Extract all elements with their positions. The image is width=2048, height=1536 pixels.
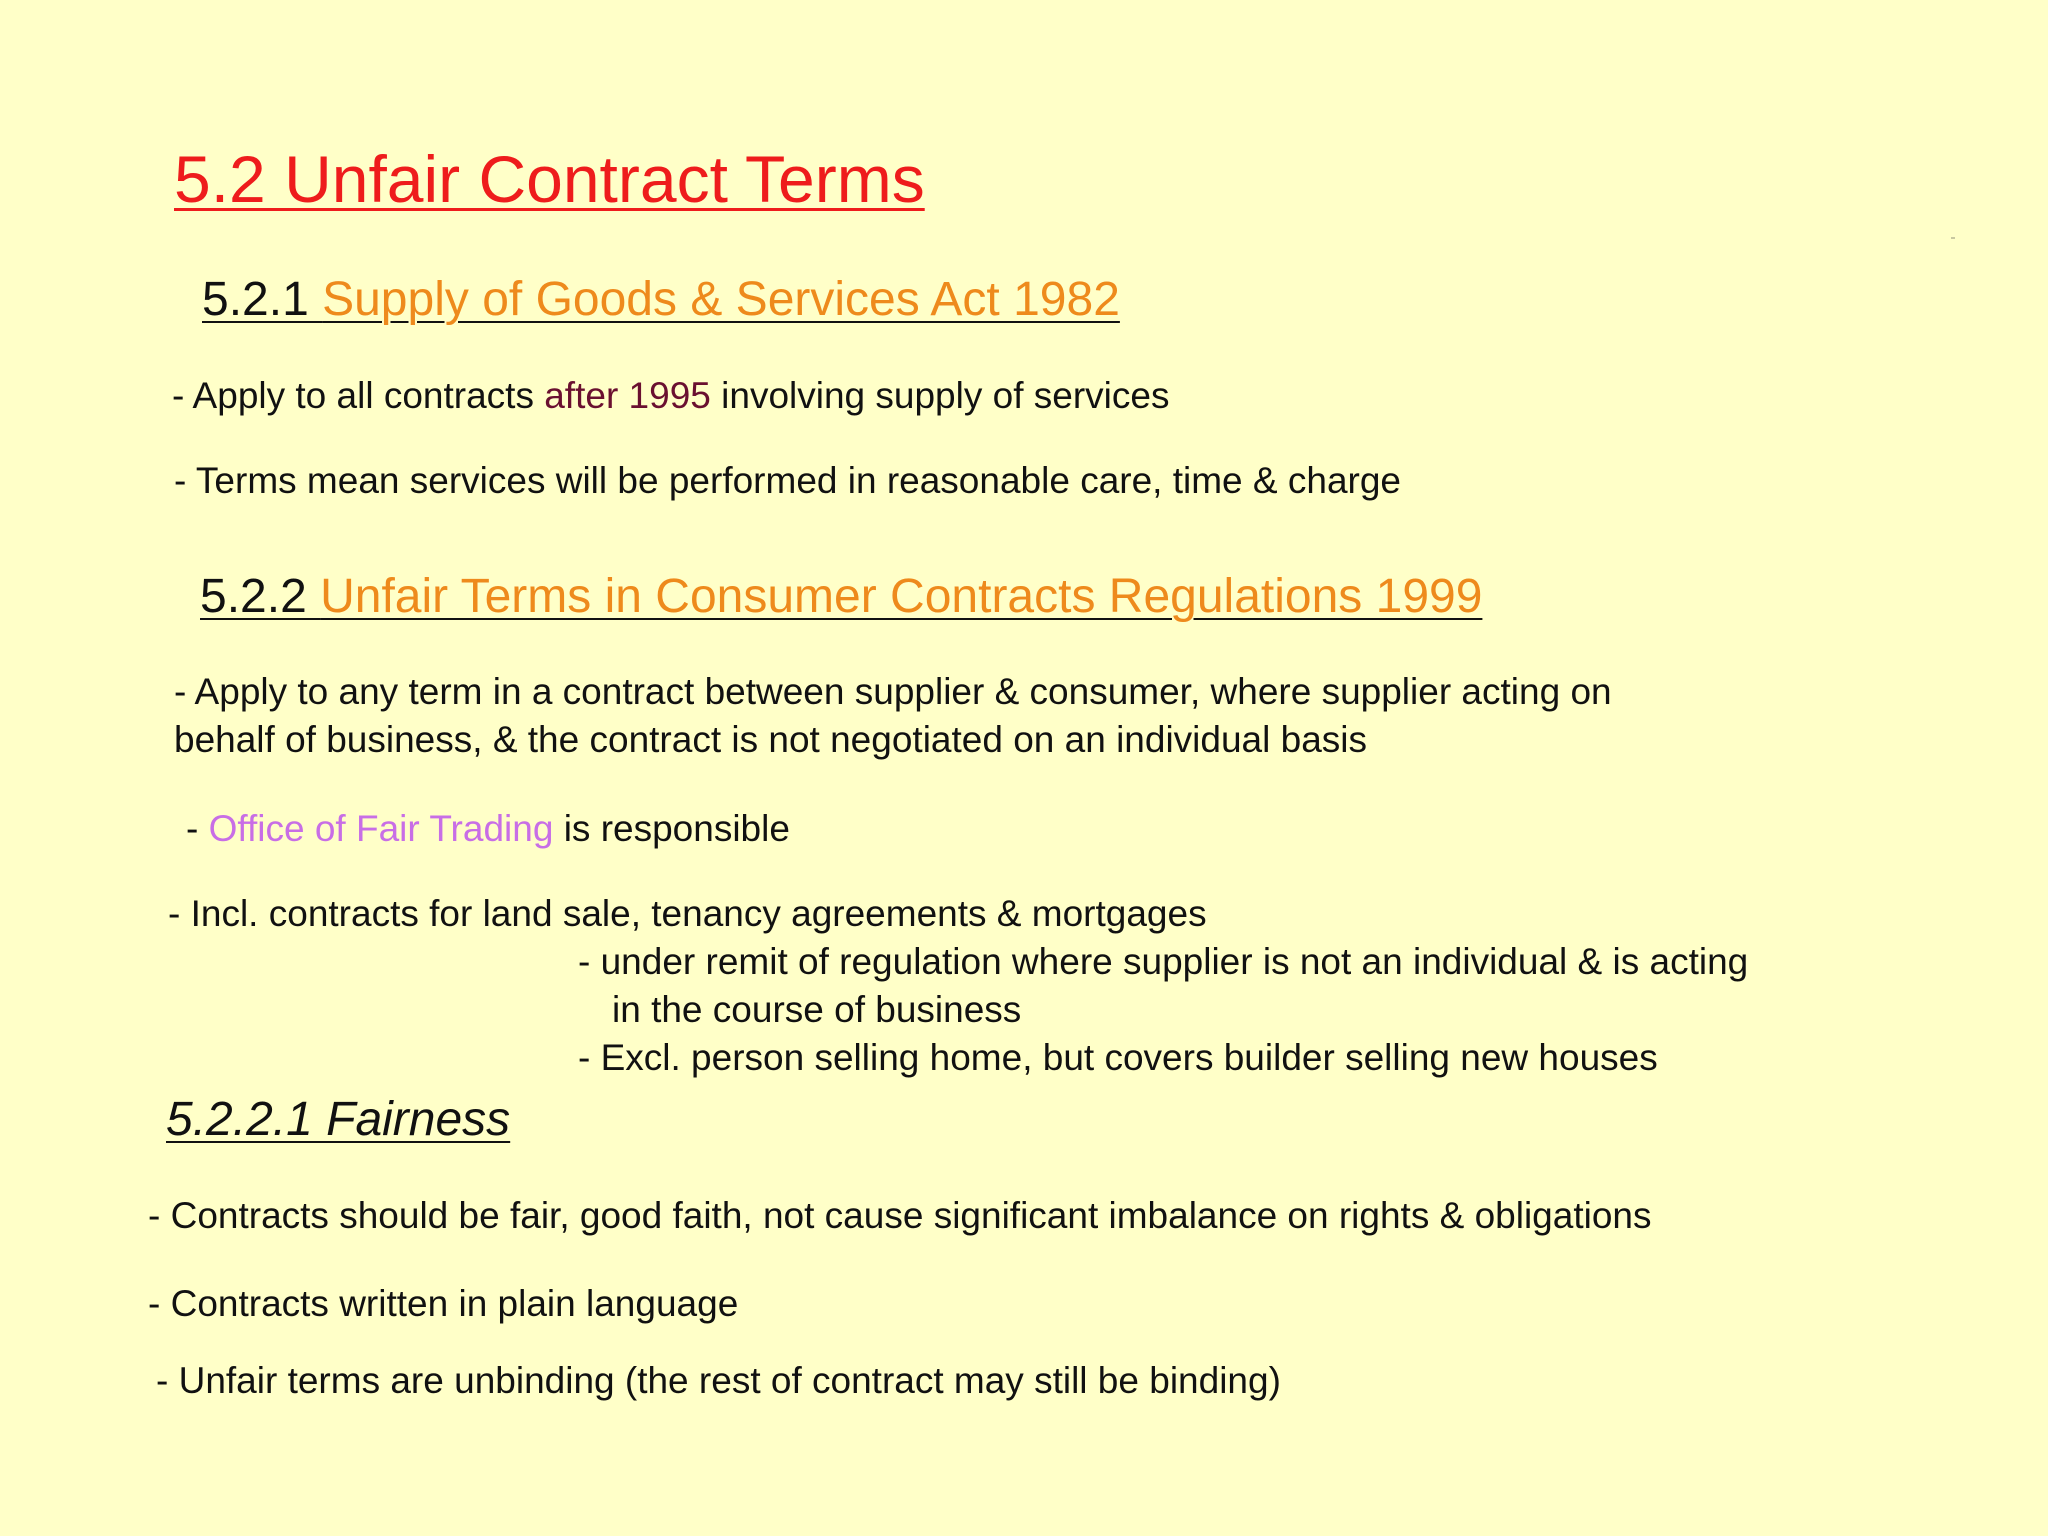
section-5221-heading: 5.2.2.1 Fairness [166, 1093, 511, 1146]
section-522-bullet-1-line-2: behalf of business, & the contract is not negotiated on an individual basis [174, 719, 1367, 760]
bullet-text: is responsible [553, 808, 790, 849]
bullet-text: - Apply to all contracts [172, 375, 545, 416]
page-title: 5.2 Unfair Contract Terms [174, 142, 925, 216]
section-522-number: 5.2.2 [200, 570, 321, 623]
bullet-text: - [186, 808, 209, 849]
section-521-bullet-1 [172, 372, 1169, 420]
section-521-bullet-2: - Terms mean services will be performed in reasonable care, time & charge [174, 460, 1401, 501]
section-522-bullet-1-line-1: - Apply to any term in a contract between supplier & consumer, where supplier acting on [174, 671, 1612, 712]
section-522-bullet-3: - Incl. contracts for land sale, tenancy agreements & mortgages [168, 893, 1207, 934]
section-522-sub-bullet-1-line-1: - under remit of regulation where supplier is not an individual & is acting [578, 941, 1749, 982]
section-522-bullet-2 [186, 805, 790, 853]
section-521-name: Supply of Goods & Services Act 1982 [322, 273, 1120, 326]
bullet-text: involving supply of services [710, 375, 1170, 416]
section-521-number: 5.2.1 [202, 273, 323, 326]
section-521-heading [202, 272, 1120, 327]
section-5221-bullet-3: - Unfair terms are unbinding (the rest of contract may still be binding) [156, 1360, 1281, 1401]
section-522-name: Unfair Terms in Consumer Contracts Regulations 1999 [320, 570, 1483, 623]
section-522-sub-bullet-2: - Excl. person selling home, but covers builder selling new houses [578, 1037, 1658, 1078]
section-5221-bullet-1: - Contracts should be fair, good faith, not cause significant imbalance on rights & obligations [148, 1195, 1652, 1236]
section-522-sub-bullet-1-line-2: in the course of business [612, 989, 1022, 1030]
highlight-office-of-fair-trading: Office of Fair Trading [208, 808, 554, 849]
section-522-heading [200, 569, 1482, 624]
highlight-after-1995: after 1995 [544, 375, 711, 416]
section-5221-bullet-2: - Contracts written in plain language [148, 1283, 739, 1324]
decorative-dot [1951, 237, 1955, 239]
